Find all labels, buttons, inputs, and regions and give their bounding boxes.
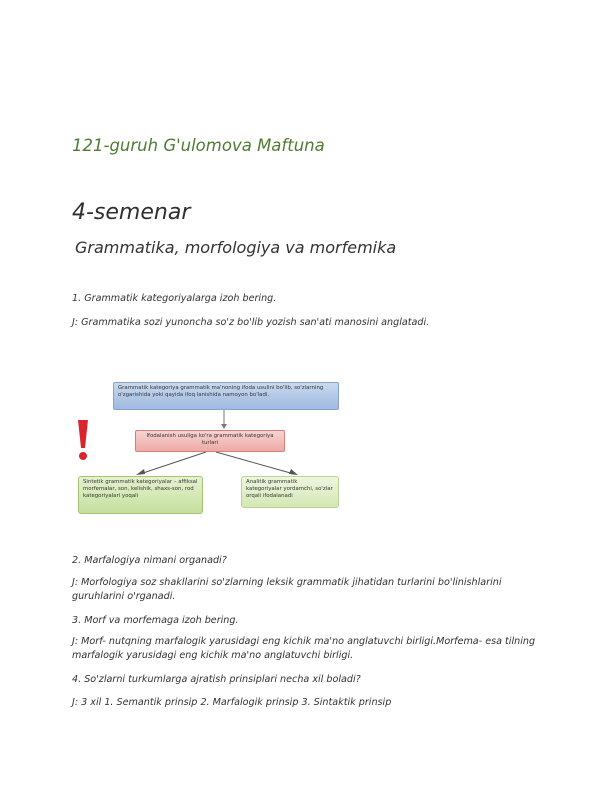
author-line: 121-guruh G'ulomova Maftuna [72,136,325,155]
answer-1: J: Grammatika sozi yunoncha so'z bo'lib yozish san'ati manosini anglatadi. [72,317,430,328]
answer-3: J: Morf- nutqning marfalogik yarusidagi eng kichik ma'no anglatuvchi birligi.Morfema- esa tilning marfalogik yarusidagi eng kichik ma'no anglatuvchi birligi. [72,636,536,661]
page-title: 4-semenar [72,200,191,225]
question-2: 2. Marfalogiya nimani organadi? [72,555,227,566]
diagram-types-box: Ifodalanish usuliga ko'ra grammatik kategoriya turlari [135,430,285,452]
question-1: 1. Grammatik kategoriyalarga izoh bering. [72,293,277,304]
exclamation-icon [76,418,90,462]
diagram-synthetic-box: Sintetik grammatik kategoriyalar – affiksal morfemalar, son, kelishik, shaxs-son, rod kategoriyalari yoqali [78,476,203,514]
grammar-category-diagram [76,378,346,520]
question-4: 4. So'zlarni turkumlarga ajratish prinsiplari necha xil boladi? [72,674,361,685]
page-subtitle: Grammatika, morfologiya va morfemika [75,238,397,257]
question-3: 3. Morf va morfemaga izoh bering. [72,615,239,626]
answer-4: J: 3 xil 1. Semantik prinsip 2. Marfalogik prinsip 3. Sintaktik prinsip [72,697,392,708]
diagram-analytic-box: Analitik grammatik kategoriyalar yordamchi, so'zlar orqali ifodalanadi [241,476,339,508]
answer-2: J: Morfologiya soz shakllarini so'zlarning leksik grammatik jihatidan turlarini bo'linishlarini guruhlarini o'rganadi. [72,577,502,602]
diagram-definition-box: Grammatik kategoriya grammatik ma'noning ifoda usulini bo'lib, so'zlarning o'zgarishida yoki qayida ifoq lanishida namoyon bo'ladi. [113,382,339,410]
